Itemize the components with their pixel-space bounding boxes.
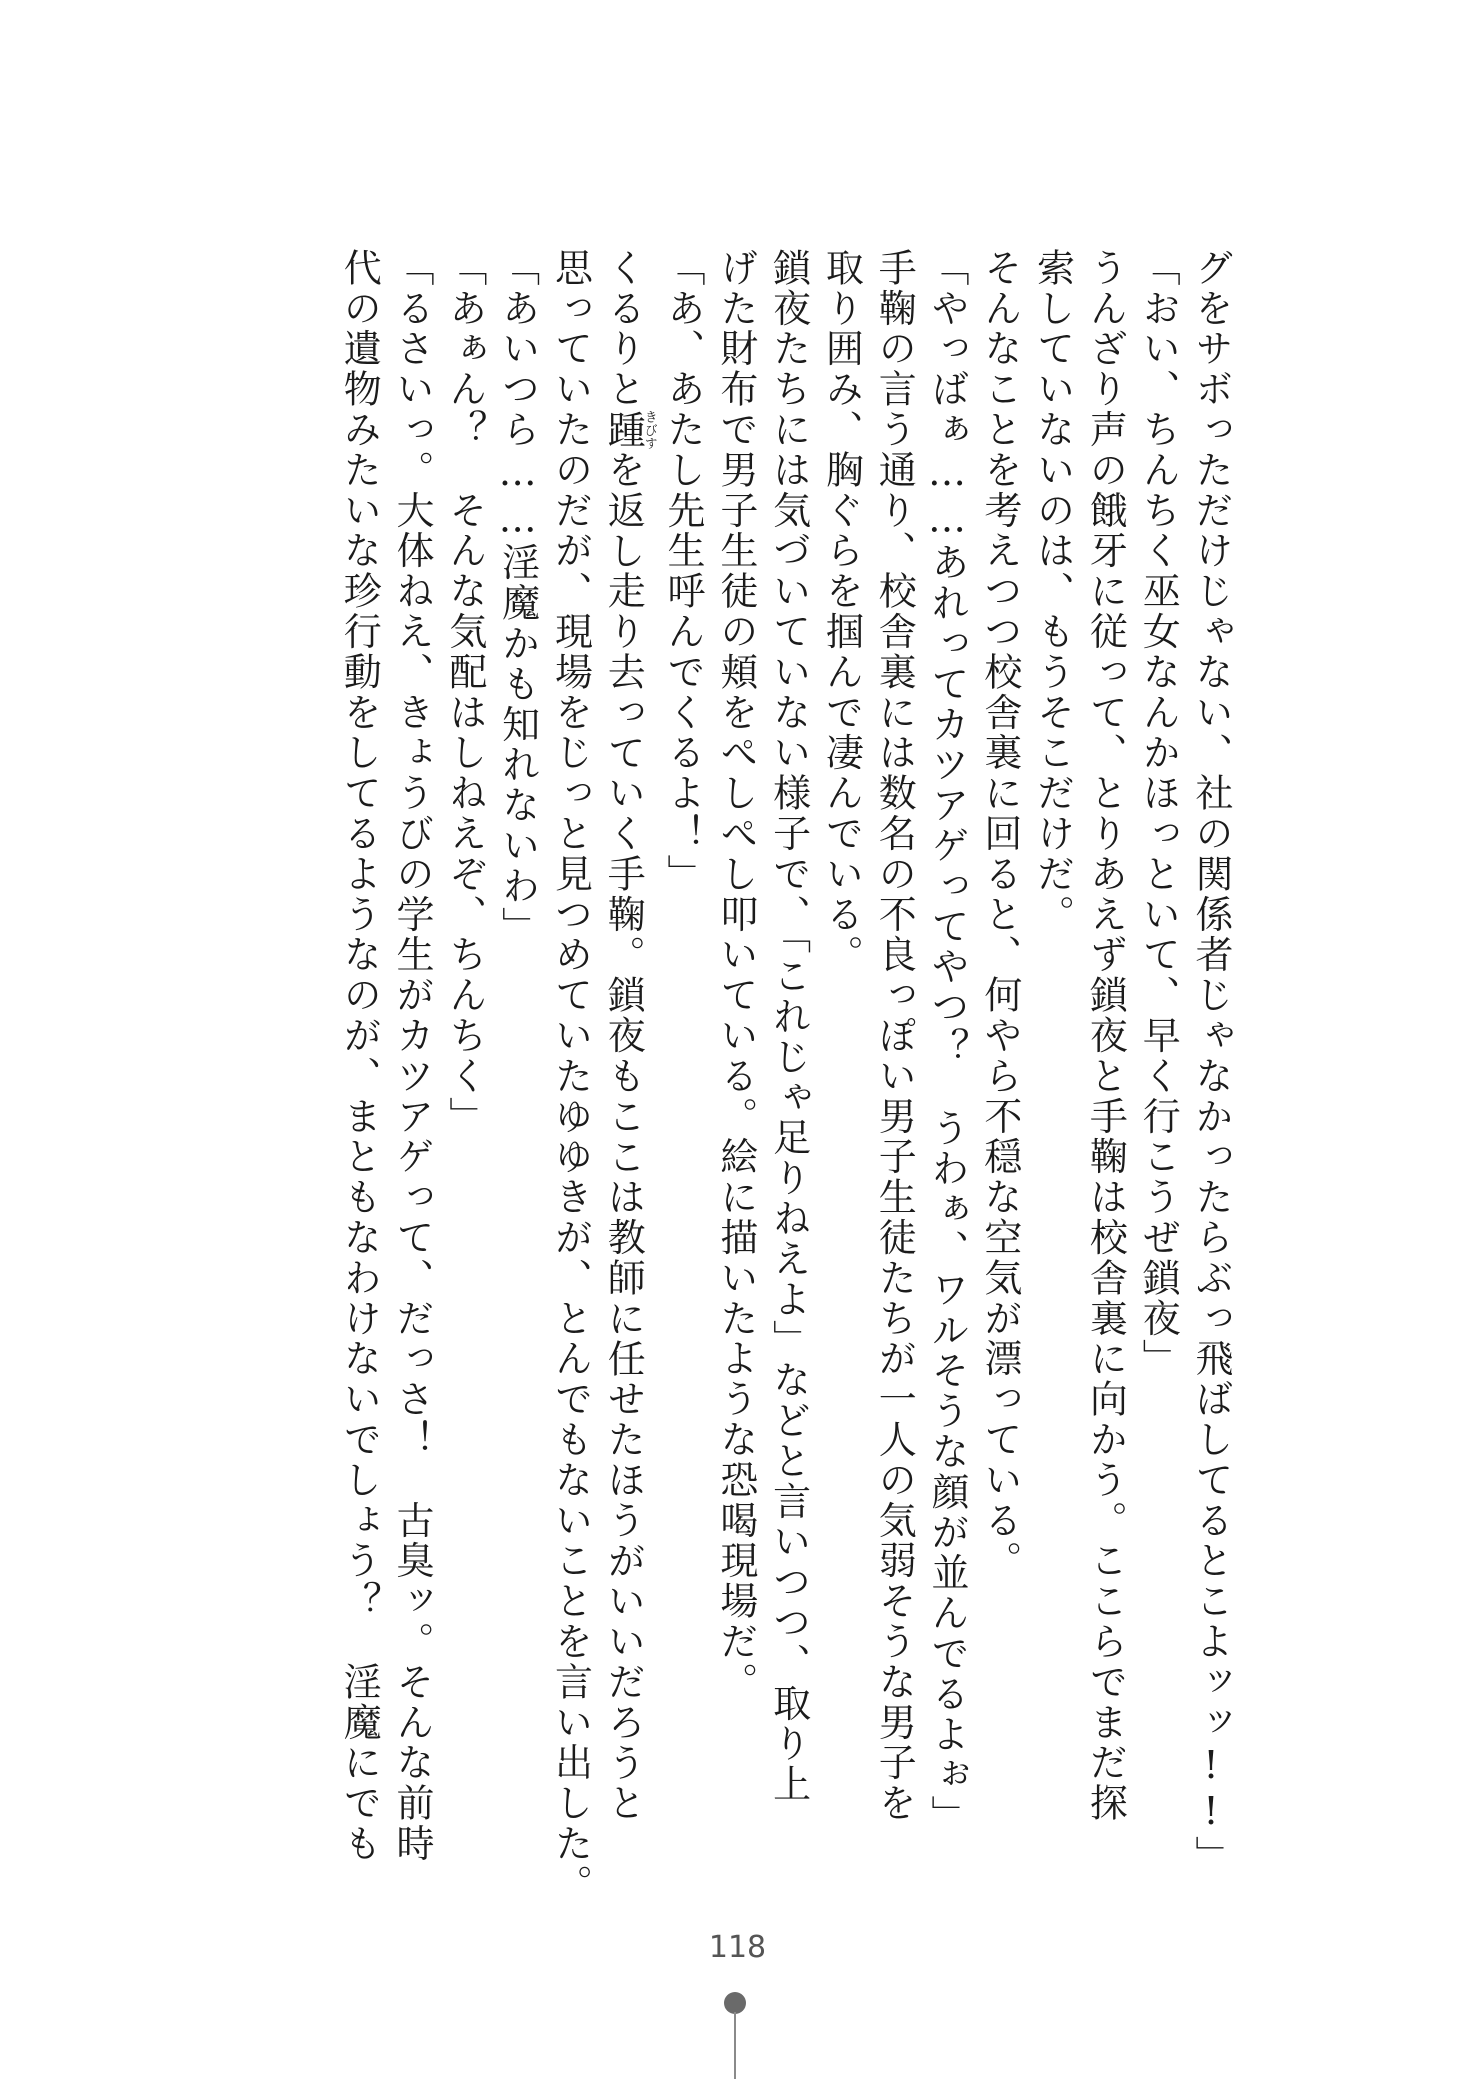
text-line: 「あいつら……淫魔かも知れないわ」 <box>495 248 540 947</box>
text-line: げた財布で男子生徒の頬をぺしぺし叩いている。絵に描いたような恐喝現場だ。 <box>713 248 758 1703</box>
vertical-text-block <box>332 248 1237 1905</box>
text-line: 「あ、あたし先生呼んでくるよ！」 <box>661 248 706 895</box>
text-line: 取り囲み、胸ぐらを掴んで凄んでいる。 <box>819 248 864 976</box>
text-line: うんざり声の餓牙に従って、とりあえず鎖夜と手鞠は校舎裏に向かう。ここらでまだ探 <box>1083 248 1128 1824</box>
ruby-prefix: くるりと <box>601 248 646 410</box>
text-line: グをサボっただけじゃない、社の関係者じゃなかったらぶっ飛ばしてるとこよッッ!!」 <box>1189 248 1233 1876</box>
ruby-suffix: を返し走り去っていく手鞠。鎖夜もここは教師に任せたほうがいいだろうと <box>601 450 646 1824</box>
text-line: 「おい、ちんちく巫女なんかほっといて、早く行こうぜ鎖夜」 <box>1136 248 1181 1380</box>
text-line: 思っていたのだが、現場をじっと見つめていたゆゆきが、とんでもないことを言い出した。 <box>548 248 593 1905</box>
text-line: そんなことを考えつつ校舎裏に回ると、何やら不穏な空気が漂っている。 <box>977 248 1022 1582</box>
page-marker-dot <box>724 1992 746 2014</box>
text-line: 「るさいっ。大体ねえ、きょうびの学生がカツアゲって、だっさ！ 古臭ッ。そんな前時 <box>390 248 435 1864</box>
ruby-base: 踵 <box>601 409 646 451</box>
text-line-ruby <box>596 248 657 1824</box>
text-line: 索していないのは、もうそこだけだ。 <box>1030 248 1075 935</box>
text-line: 代の遺物みたいな珍行動をしてるようなのが、まともなわけないでしょう？ 淫魔にでも <box>337 248 382 1864</box>
text-line: 「あぁん？ そんな気配はしねえぞ、ちんちく」 <box>442 248 487 1137</box>
page-marker-line <box>734 2012 736 2079</box>
text-line: 手鞠の言う通り、校舎裏には数名の不良っぽい男子生徒たちが一人の気弱そうな男子を <box>872 248 917 1824</box>
text-line: 鎖夜たちには気づいていない様子で、「これじゃ足りねえよ」などと言いつつ、取り上 <box>766 248 811 1805</box>
text-line: 「やっばぁ……あれってカツアゲってやつ？ うわぁ、ワルそうな顔が並んでるよぉ」 <box>925 248 970 1836</box>
ruby-annotation <box>601 409 657 451</box>
page-number: 118 <box>708 1930 767 1965</box>
ruby-reading: きびす <box>641 409 657 451</box>
